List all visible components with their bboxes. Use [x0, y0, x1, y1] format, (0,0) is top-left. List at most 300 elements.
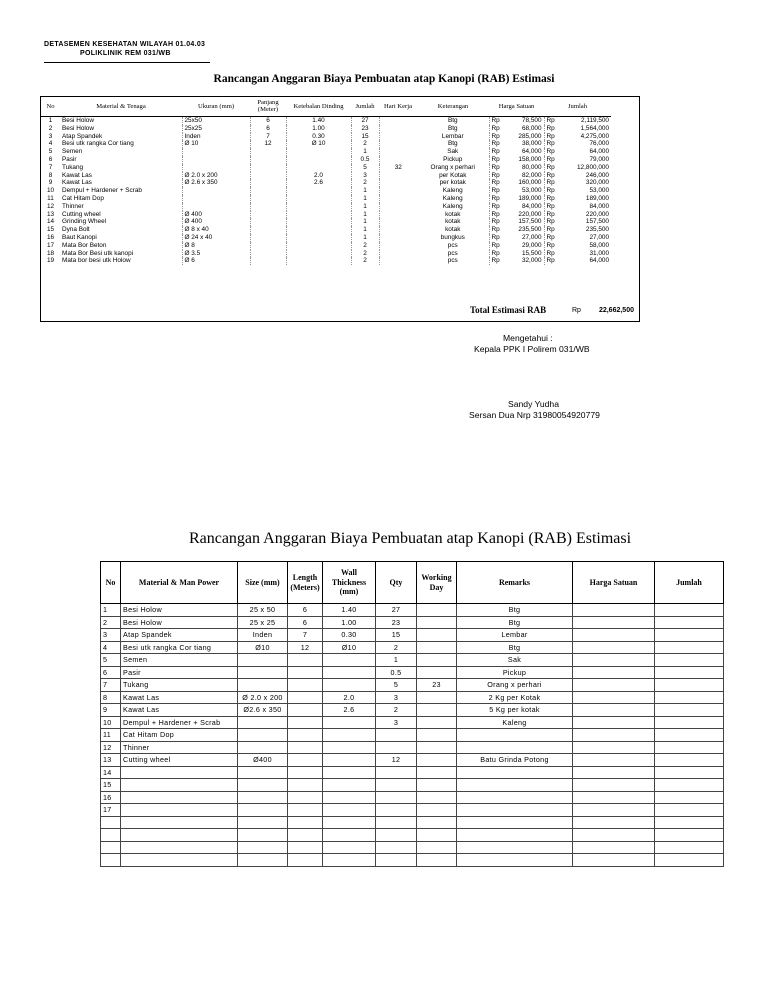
table-cell	[182, 187, 250, 195]
column-header: Jumlah	[655, 562, 724, 604]
table-cell: 1	[376, 654, 417, 667]
table-cell: Rp	[544, 218, 558, 226]
table-cell	[250, 148, 286, 156]
table-cell: Kawat Las	[121, 704, 238, 717]
table-cell: Ø 6	[182, 257, 250, 265]
table-cell: 14	[46, 218, 55, 226]
table-cell: 7	[101, 679, 121, 692]
column-header: Qty	[376, 562, 417, 604]
table-cell: Rp	[489, 172, 503, 180]
table-row	[101, 766, 724, 779]
table-cell: Rp	[544, 257, 558, 265]
table-cell	[288, 691, 323, 704]
table-cell: 84,000	[521, 202, 542, 210]
table-cell	[121, 816, 238, 829]
table-cell: Sak	[457, 654, 573, 667]
table-cell: 1	[351, 203, 379, 211]
table-cell: Kawat Las	[62, 179, 92, 187]
rab-table-english-header	[101, 562, 724, 604]
table-cell	[121, 854, 238, 867]
table-cell	[573, 704, 655, 717]
table-cell: Rp	[544, 125, 558, 133]
table-cell: Rp	[544, 187, 558, 195]
table-cell	[417, 754, 457, 767]
table-cell: Rp	[489, 133, 503, 141]
table-cell: 2	[351, 257, 379, 265]
table-cell: 235,500	[585, 226, 609, 234]
table-cell	[655, 666, 724, 679]
table-cell: Besi Holow	[121, 616, 238, 629]
table-cell	[573, 804, 655, 817]
table-cell: Ø10	[238, 641, 288, 654]
table-cell	[379, 156, 417, 164]
table-cell	[573, 641, 655, 654]
table-row	[101, 841, 724, 854]
table-cell	[573, 816, 655, 829]
table-cell: 2	[351, 250, 379, 258]
table-row	[101, 816, 724, 829]
table-cell: 23	[376, 616, 417, 629]
table-cell	[573, 629, 655, 642]
table-cell	[573, 791, 655, 804]
table-cell	[417, 729, 457, 742]
signature-rank: Sersan Dua Nrp 31980054920779	[469, 410, 600, 420]
column-header: Jumlah	[544, 96, 611, 117]
table-cell: 64,000	[589, 148, 609, 156]
table-cell: Inden	[182, 133, 250, 141]
table-cell	[573, 716, 655, 729]
table-row	[101, 741, 724, 754]
table-cell	[250, 164, 286, 172]
table-cell: 11	[101, 729, 121, 742]
table-cell	[182, 203, 250, 211]
letterhead-underline	[44, 62, 210, 63]
table-cell: Ø 3.5	[182, 250, 250, 258]
table-cell: Kawat Las	[62, 171, 92, 179]
table-cell	[376, 779, 417, 792]
table-cell	[101, 854, 121, 867]
table-cell: 1	[48, 117, 53, 125]
table-cell	[323, 741, 376, 754]
table-cell: 80,000	[521, 163, 542, 171]
table-cell	[250, 257, 286, 265]
table-cell	[655, 629, 724, 642]
table-cell	[238, 716, 288, 729]
table-cell	[573, 616, 655, 629]
table-cell	[379, 211, 417, 219]
table-row	[41, 187, 611, 195]
table-cell	[238, 854, 288, 867]
table-cell	[288, 716, 323, 729]
table-cell: Lembar	[457, 629, 573, 642]
table-cell	[250, 172, 286, 180]
table-cell: Rp	[489, 195, 503, 203]
table-cell	[457, 741, 573, 754]
table-cell	[250, 179, 286, 187]
table-cell	[323, 729, 376, 742]
rab-table	[41, 96, 611, 265]
table-cell: 12	[101, 741, 121, 754]
table-cell: 79,000	[589, 156, 609, 164]
column-header: Wall Thickness (mm)	[323, 562, 376, 604]
table-row	[41, 218, 611, 226]
signature-acknowledged: Mengetahui :	[503, 333, 553, 343]
column-header: Ukuran (mm)	[182, 96, 250, 117]
table-cell: 12	[288, 641, 323, 654]
table-cell: 78,500	[521, 117, 542, 125]
table-row	[41, 203, 611, 211]
table-cell: 16	[46, 234, 55, 242]
table-cell: kotak	[445, 218, 461, 226]
table-cell: per Kotak	[439, 171, 467, 179]
total-label: Total Estimasi RAB	[470, 305, 547, 315]
table-cell: 0.30	[323, 629, 376, 642]
table-cell	[286, 218, 351, 226]
table-row	[41, 117, 611, 125]
table-cell	[286, 257, 351, 265]
table-cell	[323, 804, 376, 817]
table-cell: 2.6	[323, 704, 376, 717]
table-cell: 11	[47, 195, 54, 203]
table-cell: Rp	[489, 140, 503, 148]
table-cell: 19	[46, 257, 55, 265]
letterhead-clinic: POLIKLINIK REM 031/WB	[80, 50, 171, 57]
table-cell	[323, 779, 376, 792]
table-row	[41, 156, 611, 164]
letterhead-unit: DETASEMEN KESEHATAN WILAYAH 01.04.03	[44, 41, 206, 48]
table-cell: 3	[376, 716, 417, 729]
column-header: No	[41, 96, 60, 117]
table-cell: Rp	[544, 117, 558, 125]
rab-table-english	[100, 561, 724, 867]
table-cell: Mata Bor Besi utk kanopi	[62, 249, 134, 257]
table-cell	[457, 729, 573, 742]
rab-table-header	[41, 96, 611, 117]
table-cell: 25x25	[182, 125, 250, 133]
table-cell: Rp	[489, 257, 503, 265]
table-cell: Besi utk rangka Cor tiang	[62, 140, 134, 148]
table-cell: Kaleng	[442, 195, 463, 203]
table-row	[101, 729, 724, 742]
table-cell: Rp	[544, 179, 558, 187]
table-cell: Btg	[457, 616, 573, 629]
table-row	[101, 641, 724, 654]
column-header: Keterangan	[417, 96, 489, 117]
table-cell	[379, 133, 417, 141]
table-cell	[250, 211, 286, 219]
table-cell	[457, 829, 573, 842]
table-row	[41, 226, 611, 234]
table-cell: pcs	[447, 257, 458, 265]
table-row	[101, 616, 724, 629]
table-cell	[121, 791, 238, 804]
table-cell	[417, 641, 457, 654]
table-cell: 9	[48, 179, 53, 187]
table-cell: 27	[376, 604, 417, 617]
table-cell	[376, 766, 417, 779]
table-cell: 1.40	[323, 604, 376, 617]
table-cell: 2	[101, 616, 121, 629]
table-cell	[323, 816, 376, 829]
table-cell: 1,564,000	[580, 124, 609, 132]
table-cell	[238, 741, 288, 754]
table-cell	[379, 117, 417, 125]
table-cell	[655, 741, 724, 754]
table-cell: Rp	[489, 156, 503, 164]
table-row	[101, 829, 724, 842]
table-cell: Rp	[544, 203, 558, 211]
table-cell	[379, 125, 417, 133]
table-cell	[655, 616, 724, 629]
table-cell: Ø 2.6 x 350	[182, 179, 250, 187]
table-cell	[250, 203, 286, 211]
table-cell	[655, 641, 724, 654]
table-cell: 10	[46, 187, 55, 195]
table-cell	[182, 156, 250, 164]
table-cell	[655, 791, 724, 804]
table-cell	[417, 779, 457, 792]
table-cell	[655, 829, 724, 842]
table-cell: Pasir	[121, 666, 238, 679]
table-cell	[379, 148, 417, 156]
table-cell: 3	[351, 172, 379, 180]
table-cell: 1.00	[286, 125, 351, 133]
table-cell	[655, 804, 724, 817]
table-cell	[417, 604, 457, 617]
column-header: Remarks	[457, 562, 573, 604]
table-cell: Rp	[544, 234, 558, 242]
table-cell: Ø 2.0 x 200	[182, 172, 250, 180]
table-cell	[323, 679, 376, 692]
table-cell: Kaleng	[442, 202, 463, 210]
table-cell: 7	[48, 163, 53, 171]
table-cell: kotak	[445, 210, 461, 218]
table-cell: 6	[250, 117, 286, 125]
table-cell	[379, 250, 417, 258]
table-cell: 7	[288, 629, 323, 642]
table-cell: 2.0	[323, 691, 376, 704]
table-cell: 1.00	[323, 616, 376, 629]
table-row	[101, 804, 724, 817]
table-cell	[417, 704, 457, 717]
table-cell: 12	[376, 754, 417, 767]
table-cell: 5	[48, 148, 53, 156]
table-cell	[286, 187, 351, 195]
table-cell: 2.0	[286, 172, 351, 180]
table-cell	[250, 156, 286, 164]
table-cell: 246,000	[585, 171, 609, 179]
table-cell: 1.40	[286, 117, 351, 125]
table-row	[101, 854, 724, 867]
table-cell	[238, 841, 288, 854]
table-cell	[655, 754, 724, 767]
signature-name: Sandy Yudha	[508, 399, 559, 409]
table-cell	[286, 164, 351, 172]
table-cell: Ø400	[238, 754, 288, 767]
table-cell: Inden	[238, 629, 288, 642]
table-row	[101, 654, 724, 667]
table-cell: 27,000	[521, 234, 542, 242]
table-cell	[238, 779, 288, 792]
table-cell	[573, 841, 655, 854]
table-cell: 23	[351, 125, 379, 133]
table-cell: 2.6	[286, 179, 351, 187]
table-cell: 53,000	[589, 187, 609, 195]
table-cell	[286, 250, 351, 258]
table-cell	[376, 791, 417, 804]
table-cell	[417, 716, 457, 729]
table-cell: Rp	[489, 226, 503, 234]
table-cell: Rp	[544, 250, 558, 258]
column-header: Length (Meters)	[288, 562, 323, 604]
table-cell: 189,000	[585, 195, 609, 203]
column-header: Harga Satuan	[573, 562, 655, 604]
table-cell: Lembar	[441, 132, 464, 140]
table-cell: 5 Kg per kotak	[457, 704, 573, 717]
table-cell: Rp	[489, 250, 503, 258]
table-cell: 16	[101, 791, 121, 804]
table-cell: Rp	[489, 117, 503, 125]
table-cell	[121, 841, 238, 854]
table-cell	[288, 766, 323, 779]
table-cell: Kaleng	[442, 187, 463, 195]
table-cell: 2	[351, 242, 379, 250]
table-cell: 6	[101, 666, 121, 679]
table-cell: 12	[250, 140, 286, 148]
table-cell: Rp	[544, 148, 558, 156]
table-cell	[376, 816, 417, 829]
column-header: Material & Man Power	[121, 562, 238, 604]
table-cell: Rp	[489, 179, 503, 187]
table-cell	[288, 729, 323, 742]
table-cell: Besi Holow	[62, 117, 94, 125]
table-cell	[238, 791, 288, 804]
table-cell	[323, 766, 376, 779]
table-cell: 15	[376, 629, 417, 642]
table-cell: Ø 10	[182, 140, 250, 148]
table-cell: 64,000	[589, 257, 609, 265]
table-cell	[288, 841, 323, 854]
table-cell	[379, 172, 417, 180]
table-row	[41, 133, 611, 141]
table-cell	[417, 691, 457, 704]
table-cell	[250, 195, 286, 203]
table-cell: 2	[376, 641, 417, 654]
table-cell: Ø 10	[286, 140, 351, 148]
table-cell	[379, 234, 417, 242]
table-row	[101, 704, 724, 717]
table-cell: 15,500	[521, 249, 542, 257]
table-cell: Thinner	[121, 741, 238, 754]
table-cell: Rp	[544, 242, 558, 250]
table-cell: 12	[46, 202, 55, 210]
table-cell: 2 Kg per Kotak	[457, 691, 573, 704]
table-cell: Pickup	[443, 156, 463, 164]
table-cell: 2,119,500	[581, 117, 609, 125]
table-cell: pcs	[447, 249, 458, 257]
table-cell: Ø 8	[182, 242, 250, 250]
table-cell: 84,000	[589, 202, 609, 210]
table-cell	[573, 604, 655, 617]
table-cell	[121, 804, 238, 817]
table-cell	[457, 766, 573, 779]
table-cell	[288, 854, 323, 867]
table-cell	[417, 829, 457, 842]
column-header: Ketebalan Dinding	[286, 96, 351, 117]
table-cell	[286, 234, 351, 242]
table-row	[101, 666, 724, 679]
table-row	[41, 172, 611, 180]
table-cell	[121, 779, 238, 792]
table-cell: Cat Hitam Dop	[62, 195, 104, 203]
table-cell	[238, 729, 288, 742]
table-cell: 25 x 50	[238, 604, 288, 617]
table-cell	[376, 829, 417, 842]
table-cell: Rp	[544, 156, 558, 164]
table-cell: Cutting wheel	[62, 210, 101, 218]
table-row	[41, 148, 611, 156]
table-cell: 6	[288, 604, 323, 617]
table-cell: 2	[351, 179, 379, 187]
table-cell: pcs	[447, 241, 458, 249]
table-cell	[286, 156, 351, 164]
table-cell: 58,000	[589, 241, 609, 249]
table-row	[101, 691, 724, 704]
table-cell: 320,000	[585, 179, 609, 187]
doc1-title: Rancangan Anggaran Biaya Pembuatan atap Kanopi (RAB) Estimasi	[213, 73, 555, 85]
table-cell	[379, 218, 417, 226]
column-header: Working Day	[417, 562, 457, 604]
table-cell	[286, 195, 351, 203]
table-cell: Rp	[544, 133, 558, 141]
table-cell: 4	[101, 641, 121, 654]
table-cell	[250, 187, 286, 195]
table-cell: 5	[376, 679, 417, 692]
table-cell	[238, 804, 288, 817]
table-cell	[288, 779, 323, 792]
table-cell	[655, 679, 724, 692]
table-cell: 4,275,000	[580, 132, 609, 140]
table-cell	[323, 829, 376, 842]
table-row	[41, 125, 611, 133]
table-cell: 5	[101, 654, 121, 667]
table-cell: 53,000	[521, 187, 542, 195]
table-cell: 6	[48, 156, 53, 164]
column-header: Material & Tenaga	[60, 96, 182, 117]
table-cell: 2	[48, 124, 53, 132]
table-cell	[250, 242, 286, 250]
table-cell: 3	[48, 132, 53, 140]
table-cell: 0.5	[376, 666, 417, 679]
table-cell	[379, 195, 417, 203]
table-cell: Ø 400	[182, 211, 250, 219]
table-cell	[286, 148, 351, 156]
table-cell: 10	[101, 716, 121, 729]
table-cell: Btg	[447, 124, 458, 132]
table-cell: Rp	[544, 211, 558, 219]
table-row	[101, 716, 724, 729]
table-cell	[573, 654, 655, 667]
table-cell: 64,000	[521, 148, 542, 156]
table-cell: Cat Hitam Dop	[121, 729, 238, 742]
table-cell	[379, 140, 417, 148]
table-cell	[379, 242, 417, 250]
table-cell	[417, 791, 457, 804]
table-cell: Ø 400	[182, 218, 250, 226]
table-cell: 29,000	[521, 241, 542, 249]
table-cell: 235,500	[518, 226, 542, 234]
table-cell	[573, 829, 655, 842]
